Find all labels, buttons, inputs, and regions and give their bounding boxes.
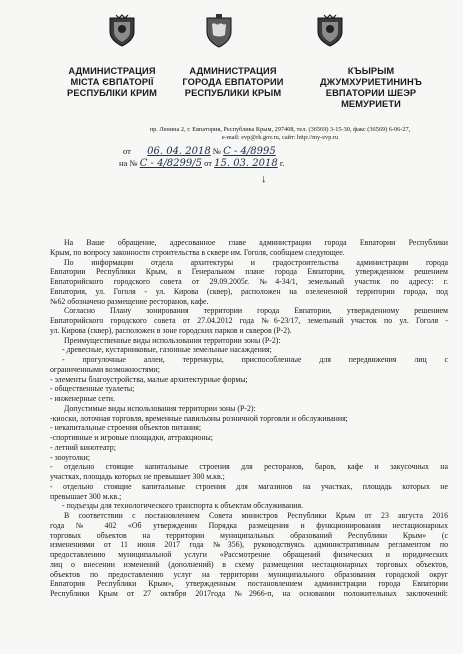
- body-line: Евпатория, ул. Гоголя - ул. Кирова (сквер), расположен на озелененной территории города, под: [50, 286, 448, 296]
- header-right-line-1: КЪЫРЫМ: [347, 66, 395, 76]
- body-line: Согласно Плану зонирования территории города Евпатории, утвержденному решением: [64, 306, 448, 316]
- body-line: участках, площадь которых не превышает 300 м.кв.;: [50, 472, 225, 481]
- body-line: Крым, по вопросу законности строительства в сквере им. Гоголя, сообщаем следующее.: [50, 247, 345, 257]
- body-line: Евпаторийского городского совета от 29.09.2005г. №4-34/1, земельный участок по адресу: г.: [50, 277, 448, 286]
- body-line: Республики Крым от 27 октября 2017года №2966-п, на основании положительных заключений:: [50, 589, 448, 598]
- outgoing-number: С - 4/8995: [223, 146, 276, 157]
- body-line: - общественные туалеты;: [50, 384, 135, 394]
- contact-line: e-mail: evp@rk.gov.ru, сайт: http://my-evp.ru: [221, 134, 339, 141]
- body-line: -киоски, лоточная торговля, временные павильоны розничной торговли и обслуживания;: [50, 413, 348, 423]
- header-center-line-1: АДМИНИСТРАЦИЯ: [189, 66, 277, 76]
- header-left-line-1: АДМИНИСТРАЦИЯ: [68, 66, 156, 76]
- body-line: года № 402 «Об утверждении Порядка размещения и функционирования нестационарных: [50, 520, 448, 530]
- body-line: В соответствии с постановлением Совета министров Республики Крым от 23 августа 2016: [64, 511, 448, 520]
- body-line: - отдельно стоящие капитальные строения для магазинов на участках, площадь которых не: [50, 481, 448, 491]
- body-line: торговых объектов на территории муниципальных образований Республики Крым» (с: [50, 530, 448, 540]
- body-line: На Ваше обращение, адресованное главе администрации города Евпатории Республики: [64, 238, 448, 247]
- body-line: №62 обозначено размещение ресторанов, кафе.: [50, 296, 209, 306]
- body-line: изменениями от 11 июня 2017 года №356), руководствуясь административным регламентом по: [50, 540, 448, 550]
- incoming-number: С - 4/8299/5: [139, 158, 202, 169]
- header-left-line-2: МІСТА ЄВПАТОРІЇ: [70, 77, 154, 87]
- incoming-date: 15. 03. 2018: [214, 158, 278, 169]
- left-coat-of-arms-icon: [108, 14, 136, 48]
- body-line: - летний кинотеатр;: [50, 442, 116, 452]
- header-right-line-2: ДЖУМХУРИЕТИНИНЪ: [320, 77, 422, 87]
- body-line: Евпатории Республики Крым, в Генеральном плане города Евпатории, утвержденном решением: [50, 267, 448, 277]
- center-coat-of-arms-icon: [203, 13, 235, 49]
- ot-label: от: [123, 146, 131, 156]
- outgoing-date: 06. 04. 2018: [147, 146, 211, 157]
- body-line: Евпатория Республики Крым», утвержденным постановлением администрации города Евпатории: [50, 579, 448, 589]
- right-coat-of-arms-icon: [316, 14, 344, 48]
- header-center: [168, 66, 298, 99]
- ot-label-2: от: [204, 158, 212, 168]
- body-line: - прогулочные аллеи, терренкуры, приспособленные для передвижения лиц с: [62, 355, 448, 364]
- handwritten-mark: ↓: [261, 173, 267, 185]
- body-line: - зооуголки;: [50, 452, 91, 462]
- number-label: №: [212, 146, 221, 156]
- header-right-line-4: МЕМУРИЕТИ: [341, 99, 401, 109]
- year-suffix: г.: [279, 158, 285, 168]
- outgoing-registration: [123, 146, 276, 157]
- body-line: По информации отдела архитектуры и градостроительства администрации города: [64, 257, 448, 267]
- body-line: Преимущественные виды использования территории зоны (Р-2):: [64, 335, 281, 345]
- na-label: на №: [119, 158, 138, 168]
- body-line: лиц о внесении изменений (дополнений) в схему размещения нестационарных торговых объектов,: [50, 559, 448, 569]
- body-line: - отдельно стоящие капитальные строения для ресторанов, баров, кафе и закусочных на: [50, 462, 448, 472]
- body-line: ул. Кирова (сквер), расположен в зоне городских парков и скверов (Р-2).: [50, 325, 292, 335]
- letter-body: [50, 238, 448, 599]
- body-line: ограниченными возможностями;: [50, 364, 160, 374]
- body-line: превышает 300 м.кв.;: [50, 491, 122, 501]
- header-center-line-3: РЕСПУБЛИКИ КРЫМ: [184, 88, 282, 98]
- body-line: - инженерные сети.: [50, 394, 115, 403]
- body-line: - некапитальные строения объектов питания;: [50, 423, 202, 433]
- body-line: - элементы благоустройства, малые архитектурные формы;: [50, 374, 248, 384]
- header-center-line-2: ГОРОДА ЕВПАТОРИИ: [182, 77, 284, 87]
- header-left: [47, 66, 177, 99]
- body-line: -спортивные и игровые площадки, аттракционы;: [50, 433, 213, 442]
- body-line: - подъезды для технологического транспорта к объектам обслуживания.: [62, 501, 304, 511]
- header-right: [301, 66, 441, 110]
- address-line: пр. Ленина 2, г. Евпатория, Республика Крым, 297408, тел. (36569) 3-15-30, факс (36569) 6-06-27,: [149, 126, 411, 133]
- body-line: Допустимые виды использования территории зоны (Р-2):: [64, 403, 256, 413]
- body-line: объектов по предоставлению услуг на территории муниципального образования городской округ: [50, 569, 448, 579]
- header-right-line-3: ЕВПАТОРИИ ШЕЭР: [325, 88, 417, 98]
- header-left-line-3: РЕСПУБЛІКИ КРИМ: [67, 88, 157, 98]
- body-line: предоставлению муниципальной услуги «Рассмотрение обращений физических и юридических: [50, 550, 448, 559]
- incoming-registration: [119, 158, 285, 169]
- body-line: - древесные, кустарниковые, газонные земельные насаждения;: [62, 345, 272, 355]
- body-line: Евпаторийского городского совета от 27.04.2012 года №6-23/17, земельный участок по ул. Гоголя -: [50, 316, 448, 325]
